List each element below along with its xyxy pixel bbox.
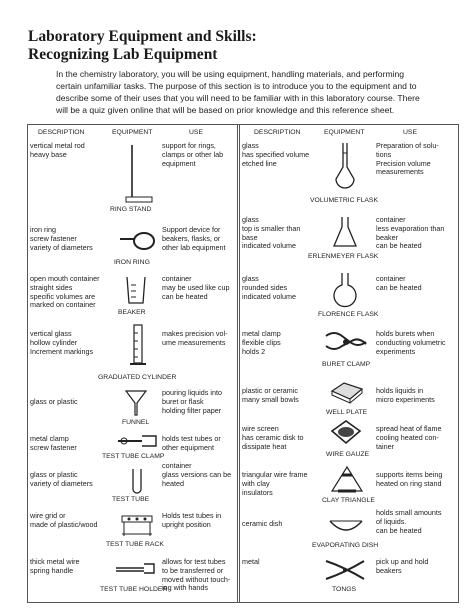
iron-ring-label: IRON RING xyxy=(114,259,150,266)
ring-stand-description: vertical metal rod heavy base xyxy=(30,141,85,159)
graduated-cylinder-use: makes precision vol- ume measurements xyxy=(162,329,228,347)
funnel-description: glass or plastic xyxy=(30,397,78,406)
wire-gauze-use: spread heat of flame cooling heated con- tainer xyxy=(376,424,442,451)
test-tube-rack-icon xyxy=(120,508,154,543)
evaporating-dish-use: holds small amounts of liquids. can be heated xyxy=(376,508,442,535)
ring-stand-use: support for rings, clamps or other lab equipment xyxy=(162,141,224,168)
beaker-label: BEAKER xyxy=(118,309,146,316)
clay-triangle-label: CLAY TRIANGLE xyxy=(322,497,375,504)
wire-gauze-label: WIRE GAUZE xyxy=(326,451,370,458)
title-line-1: Laboratory Equipment and Skills: xyxy=(28,28,257,45)
header-use-right: USE xyxy=(403,129,417,136)
erlenmeyer-flask-description: glass top is smaller than base indicated volume xyxy=(242,215,301,251)
beaker-description: open mouth container straight sides specific volumes are marked on container xyxy=(30,274,100,310)
evaporating-dish-icon xyxy=(328,517,364,540)
well-plate-description: plastic or ceramic many small bowls xyxy=(242,386,299,404)
evaporating-dish-description: ceramic dish xyxy=(242,519,283,528)
test-tube-holder-use: allows for test tubes to be transferred or moved without touch- ing with hands xyxy=(162,557,231,593)
test-tube-clamp-description: metal clamp screw fastener xyxy=(30,434,77,452)
test-tube-holder-icon xyxy=(114,561,158,580)
tongs-label: TONGS xyxy=(332,586,357,593)
volumetric-flask-label: VOLUMETRIC FLASK xyxy=(310,197,378,204)
title-line-2: Recognizing Lab Equipment xyxy=(28,46,218,63)
intro-paragraph: In the chemistry laboratory, you will be using equipment, handling materials, and performing certain unfamiliar tasks. The purpose of this section is to introduce you to the equipment and to describe some of their uses that you will need to be familiar with in this laboratory course. There will be a quiz given online that will be based on prior knowledge and this reference sheet. xyxy=(56,69,420,115)
header-use-left: USE xyxy=(189,129,203,136)
iron-ring-description: iron ring screw fastener variety of diameters xyxy=(30,225,93,252)
page-title xyxy=(28,28,257,64)
funnel-icon xyxy=(124,389,148,422)
header-equipment-right: EQUIPMENT xyxy=(324,129,365,136)
graduated-cylinder-label: GRADUATED CYLINDER xyxy=(98,374,177,381)
wire-gauze-description: wire screen has ceramic disk to dissipate heat xyxy=(242,424,304,451)
header-equipment-left: EQUIPMENT xyxy=(112,129,153,136)
wire-gauze-icon xyxy=(330,419,362,452)
iron-ring-use: Support device for beakers, flasks, or other lab equipment xyxy=(162,225,226,252)
test-tube-label: TEST TUBE xyxy=(112,496,150,503)
header-description-left: DESCRIPTION xyxy=(38,129,85,136)
test-tube-rack-label: TEST TUBE RACK xyxy=(106,541,164,548)
beaker-icon xyxy=(124,275,148,310)
clay-triangle-description: triangular wire frame with clay insulators xyxy=(242,470,308,497)
iron-ring-icon xyxy=(118,225,158,260)
test-tube-rack-use: Holds test tubes in upright position xyxy=(162,511,222,529)
florence-flask-label: FLORENCE FLASK xyxy=(318,311,379,318)
ring-stand-icon xyxy=(124,143,154,208)
test-tube-use: container glass versions can be heated xyxy=(162,461,232,488)
test-tube-rack-description: wire grid or made of plastic/wood xyxy=(30,511,98,529)
erlenmeyer-flask-icon xyxy=(332,215,358,254)
beaker-use: container may be used like cup can be heated xyxy=(162,274,230,301)
test-tube-clamp-icon xyxy=(116,432,160,455)
buret-clamp-description: metal clamp flexible clips holds 2 xyxy=(242,329,281,356)
clay-triangle-icon xyxy=(330,465,364,500)
well-plate-icon xyxy=(330,381,364,410)
header-description-right: DESCRIPTION xyxy=(254,129,301,136)
test-tube-clamp-use: holds test tubes or other equipment xyxy=(162,434,221,452)
buret-clamp-use: holds burets when conducting volumetric experiments xyxy=(376,329,446,356)
florence-flask-use: container can be heated xyxy=(376,274,422,292)
test-tube-description: glass or plastic variety of diameters xyxy=(30,470,93,488)
erlenmeyer-flask-use: container less evaporation than beaker can be heated xyxy=(376,215,445,251)
test-tube-clamp-label: TEST TUBE CLAMP xyxy=(102,453,165,460)
funnel-label: FUNNEL xyxy=(122,419,150,426)
volumetric-flask-description: glass has specified volume etched line xyxy=(242,141,310,168)
erlenmeyer-flask-label: ERLENMEYER FLASK xyxy=(308,253,379,260)
tongs-icon xyxy=(324,557,370,588)
funnel-use: pouring liquids into buret or flask holding filter paper xyxy=(162,388,222,415)
clay-triangle-use: supports items being heated on ring stand xyxy=(376,470,443,488)
evaporating-dish-label: EVAPORATING DISH xyxy=(312,542,379,549)
tongs-description: metal xyxy=(242,557,260,566)
graduated-cylinder-icon xyxy=(128,323,148,374)
buret-clamp-icon xyxy=(324,330,368,361)
test-tube-holder-label: TEST TUBE HOLDER xyxy=(100,586,168,593)
graduated-cylinder-description: vertical glass hollow cylinder Increment markings xyxy=(30,329,94,356)
buret-clamp-label: BURET CLAMP xyxy=(322,361,371,368)
volumetric-flask-icon xyxy=(332,141,358,196)
column-divider xyxy=(239,125,240,602)
test-tube-holder-description: thick metal wire spring handle xyxy=(30,557,80,575)
florence-flask-icon xyxy=(330,271,360,314)
well-plate-use: holds liquids in micro experiments xyxy=(376,386,435,404)
equipment-table xyxy=(27,124,459,603)
tongs-use: pick up and hold beakers xyxy=(376,557,429,575)
volumetric-flask-use: Preparation of solu- tions Precision volume measurements xyxy=(376,141,439,177)
well-plate-label: WELL PLATE xyxy=(326,409,368,416)
florence-flask-description: glass rounded sides indicated volume xyxy=(242,274,296,301)
ring-stand-label: RING STAND xyxy=(110,206,152,213)
column-divider xyxy=(237,125,238,602)
